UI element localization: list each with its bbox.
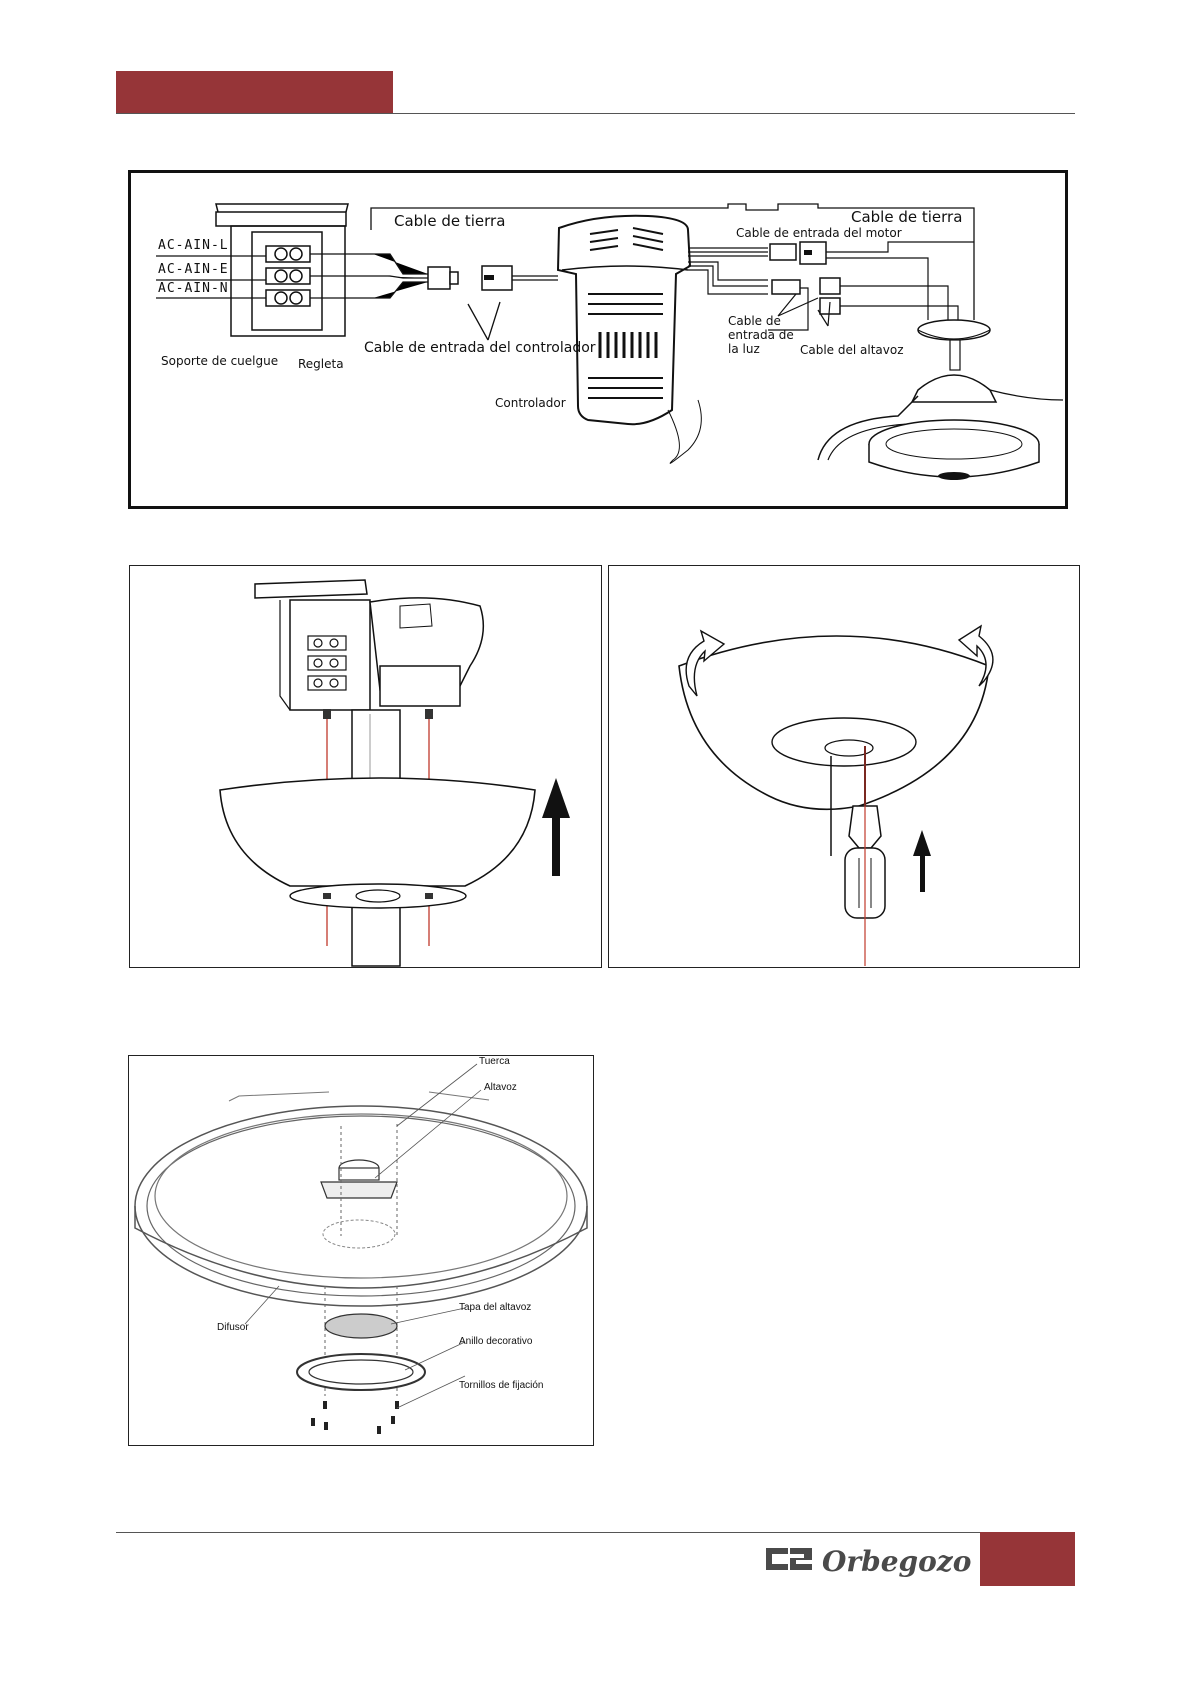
speaker-assembly-figure: [128, 1055, 594, 1446]
brand-wordmark: Orbegozo: [822, 1545, 972, 1578]
ac-e-label: AC-AIN-E: [158, 262, 229, 277]
motor-input-cable-label: Cable de entrada del motor: [736, 226, 902, 240]
earth-cable-left-label: Cable de tierra: [394, 212, 506, 230]
header-rule: [116, 113, 1075, 114]
wiring-diagram: [128, 170, 1068, 509]
hanging-bracket-label: Soporte de cuelgue: [161, 354, 279, 368]
footer-accent-box: [980, 1532, 1075, 1586]
orbegozo-logo-icon: [762, 1540, 976, 1580]
ac-n-label: AC-AIN-N: [158, 281, 229, 296]
earth-cable-right-label: Cable de tierra: [851, 208, 963, 226]
cover-fixing-figure: [608, 565, 1080, 968]
ac-l-label: AC-AIN-L: [158, 238, 229, 253]
header-accent-bar: [116, 71, 393, 113]
speaker-cable-label: Cable del altavoz: [800, 343, 904, 357]
diffuser-label: Difusor: [217, 1322, 249, 1333]
controller-input-cable-label: Cable de entrada del controlador: [364, 340, 596, 356]
canopy-mount-figure: [129, 565, 602, 968]
canopy-mount-drawing: [130, 566, 601, 967]
controller-label: Controlador: [495, 396, 566, 410]
cover-fixing-drawing: [609, 566, 1079, 967]
footer-rule: [116, 1532, 980, 1533]
light-input-cable-label-3: la luz: [728, 342, 760, 356]
nut-label: Tuerca: [479, 1056, 510, 1067]
orbegozo-logo: [762, 1540, 976, 1580]
speaker-label: Altavoz: [484, 1082, 517, 1093]
speaker-cover-label: Tapa del altavoz: [459, 1302, 532, 1313]
light-input-cable-label-2: entrada de: [728, 328, 794, 342]
decorative-ring-label: Anillo decorativo: [459, 1336, 533, 1347]
light-input-cable-label-1: Cable de: [728, 314, 781, 328]
terminal-block-label: Regleta: [298, 357, 344, 371]
fixing-screws-label: Tornillos de fijación: [459, 1380, 544, 1391]
